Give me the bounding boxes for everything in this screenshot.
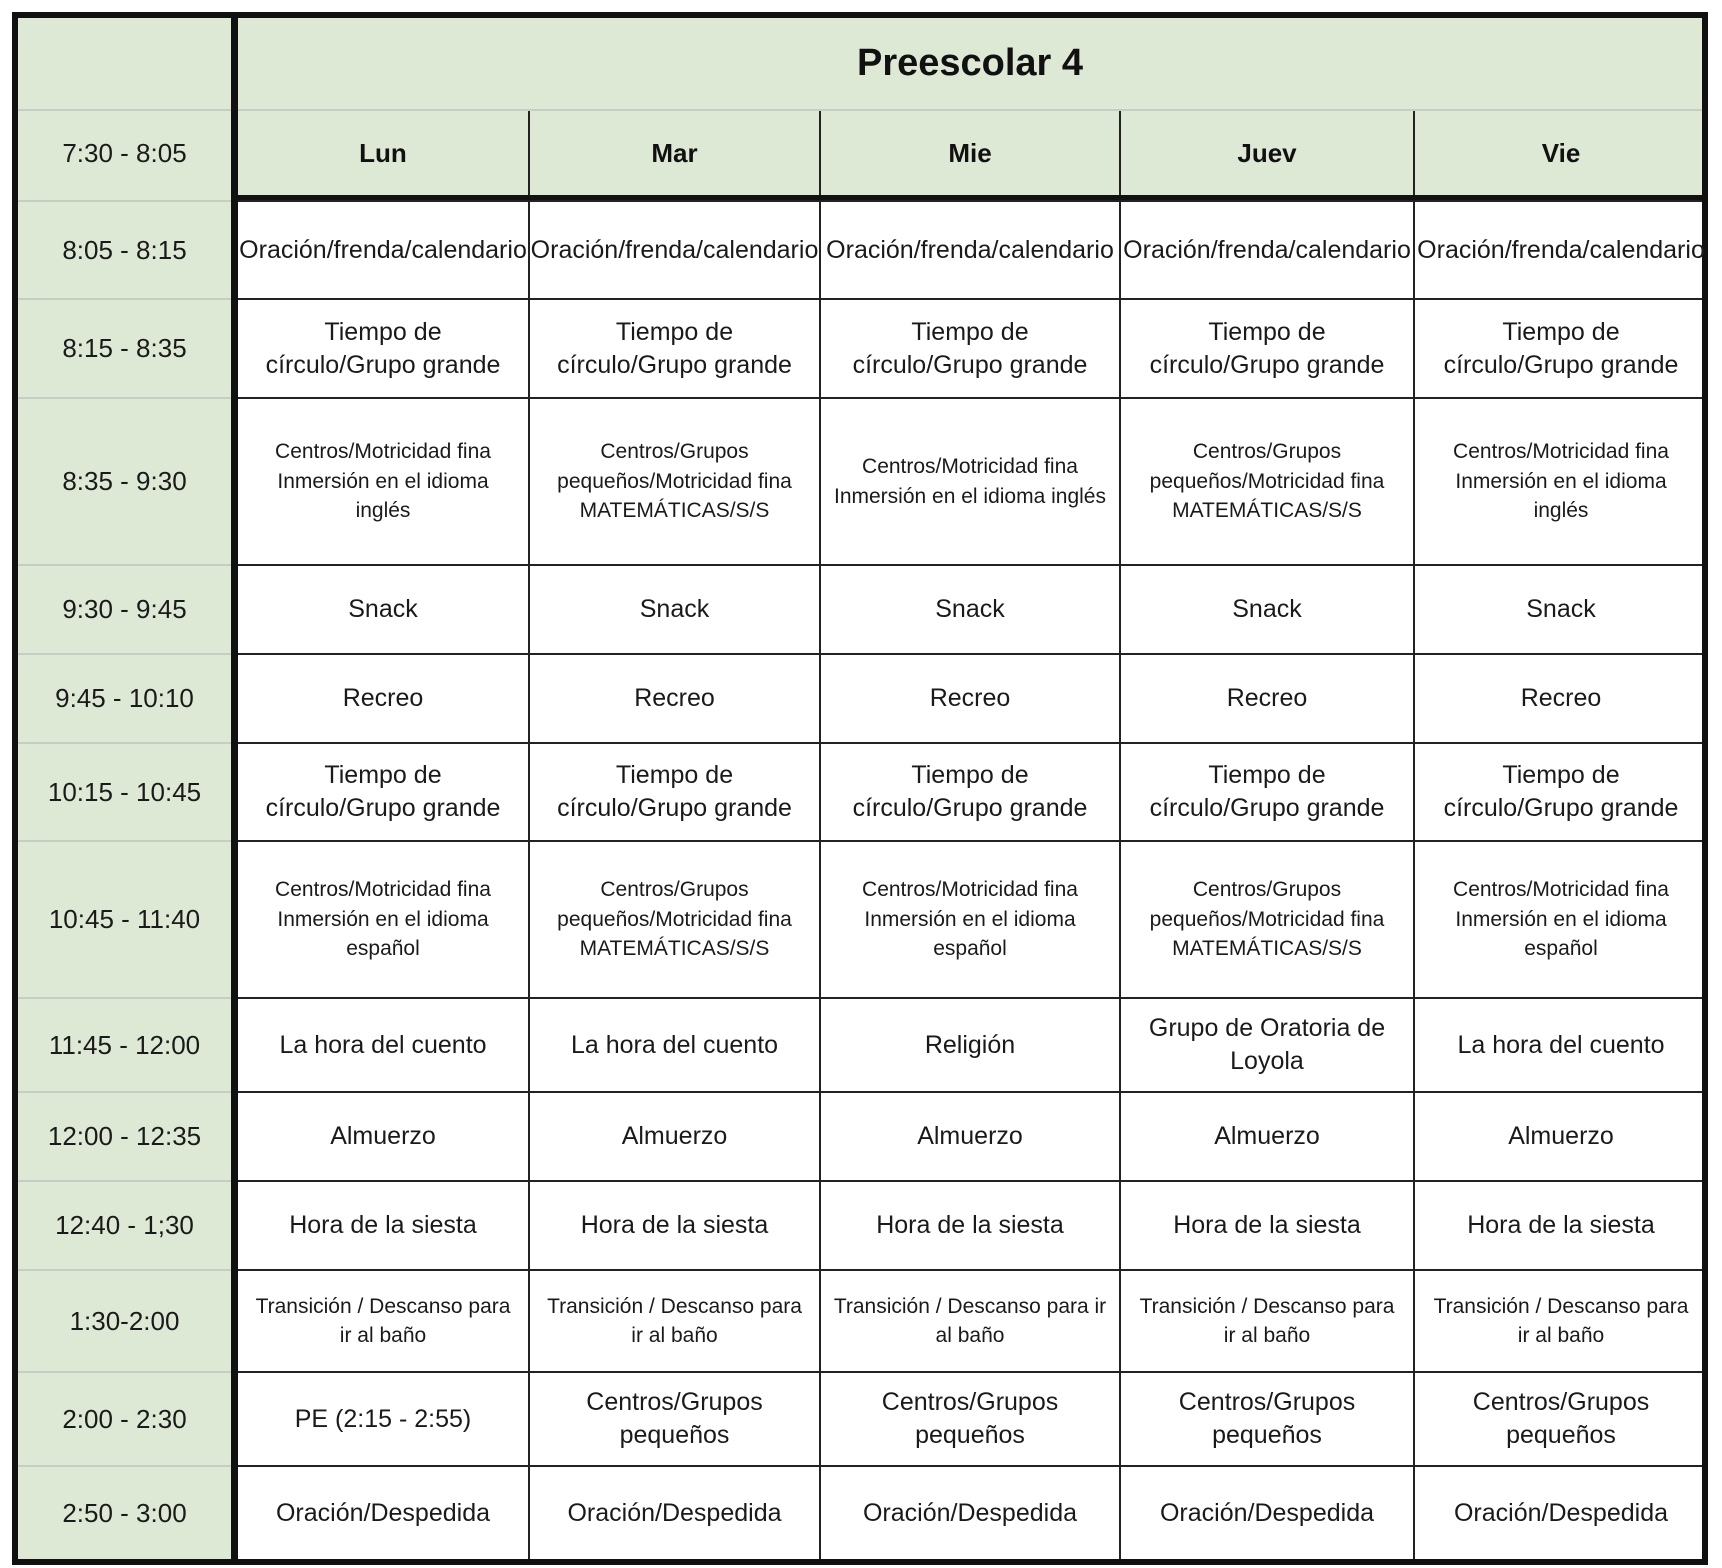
activity-cell	[1119, 1271, 1413, 1371]
activity-label: Grupo de Oratoria de Loyola	[1148, 1014, 1386, 1075]
activity-label: Centros/Motricidad fina Inmersión en el idioma español	[275, 878, 491, 961]
activity-label: Snack	[639, 595, 710, 623]
activity-cell	[1413, 1467, 1707, 1559]
activity-cell	[238, 999, 528, 1091]
activity-cell	[819, 842, 1119, 997]
activity-cell	[1119, 1467, 1413, 1559]
activity-label: Hora de la siesta	[289, 1211, 477, 1239]
table-title: Preescolar 4	[238, 18, 1702, 109]
activity-cell	[238, 566, 528, 653]
activity-cell	[1413, 1373, 1707, 1465]
activity-label: Oración/frenda/calendario	[530, 235, 819, 264]
time-slot: 8:35 - 9:30	[18, 397, 231, 564]
activity-label: Transición / Descanso para ir al baño	[255, 1294, 511, 1347]
activity-cell	[819, 1093, 1119, 1180]
activity-cell	[528, 399, 819, 564]
activity-label: Tiempo de círculo/Grupo grande	[557, 317, 792, 379]
time-slot: 11:45 - 12:00	[18, 997, 231, 1091]
activity-label: Oración/Despedida	[862, 1498, 1077, 1527]
activity-label: Transición / Descanso para ir al baño	[547, 1294, 802, 1347]
activity-label: Tiempo de círculo/Grupo grande	[265, 317, 501, 379]
activity-cell	[528, 1373, 819, 1465]
activity-label: Centros/Grupos pequeños	[1178, 1388, 1356, 1449]
activity-cell	[528, 1182, 819, 1269]
activity-label: Oración/frenda/calendario	[239, 235, 527, 264]
activity-label: Oración/frenda/calendario	[826, 235, 1114, 264]
activity-cell	[528, 1467, 819, 1559]
time-slot: 8:05 - 8:15	[18, 200, 231, 298]
activity-cell	[1413, 566, 1707, 653]
activity-cell	[528, 655, 819, 742]
activity-cell	[238, 1182, 528, 1269]
activity-label: Centros/Motricidad fina Inmersión en el idioma español	[862, 878, 1078, 961]
activity-cell	[1119, 744, 1413, 840]
activity-label: Centros/Grupos pequeños/Motricidad fina MATEMÁTICAS/S/S	[1149, 878, 1385, 961]
time-slot: 8:15 - 8:35	[18, 298, 231, 397]
activity-label: Centros/Grupos pequeños/Motricidad fina MATEMÁTICAS/S/S	[557, 440, 792, 523]
activity-label: La hora del cuento	[279, 1030, 487, 1059]
activity-label: Snack	[1232, 595, 1302, 623]
activity-cell	[528, 300, 819, 397]
activity-cell	[1119, 566, 1413, 653]
activity-cell	[1119, 300, 1413, 397]
column-divider	[231, 18, 238, 1559]
activity-label: Centros/Motricidad fina Inmersión en el idioma inglés	[275, 440, 491, 523]
activity-cell	[819, 1182, 1119, 1269]
day-header: Mie	[819, 111, 1119, 195]
time-slot: 10:45 - 11:40	[18, 840, 231, 997]
activity-cell	[1413, 1271, 1707, 1371]
activity-cell	[1119, 999, 1413, 1091]
activity-label: Almuerzo	[330, 1122, 436, 1150]
activity-label: Centros/Grupos pequeños	[586, 1388, 763, 1449]
activity-label: PE (2:15 - 2:55)	[294, 1404, 472, 1433]
activity-cell	[1119, 1373, 1413, 1465]
activity-label: Tiempo de círculo/Grupo grande	[1149, 317, 1385, 379]
day-header: Juev	[1119, 111, 1413, 195]
activity-cell	[238, 202, 528, 298]
activity-label: Tiempo de círculo/Grupo grande	[852, 761, 1088, 822]
activity-label: Almuerzo	[1508, 1122, 1614, 1150]
activity-label: Tiempo de círculo/Grupo grande	[265, 761, 501, 822]
time-slot: 9:45 - 10:10	[18, 653, 231, 742]
activity-cell	[819, 655, 1119, 742]
activity-cell	[528, 566, 819, 653]
activity-cell	[528, 1271, 819, 1371]
activity-cell	[819, 300, 1119, 397]
activity-label: Oración/Despedida	[275, 1498, 490, 1527]
table-row	[238, 200, 1705, 298]
activity-label: Recreo	[929, 684, 1011, 712]
table-row	[238, 1269, 1702, 1371]
activity-label: Recreo	[1226, 684, 1308, 712]
activity-cell	[238, 1271, 528, 1371]
activity-cell	[238, 842, 528, 997]
activity-label: Tiempo de círculo/Grupo grande	[1149, 761, 1385, 822]
activity-label: Almuerzo	[621, 1122, 728, 1150]
table-row	[238, 742, 1702, 840]
activity-label: Centros/Motricidad fina Inmersión en el idioma inglés	[1453, 440, 1669, 523]
activity-label: Hora de la siesta	[1467, 1211, 1655, 1239]
activity-cell	[1413, 1182, 1707, 1269]
activity-label: Almuerzo	[917, 1122, 1023, 1150]
activity-cell	[528, 842, 819, 997]
activity-cell	[528, 744, 819, 840]
activity-label: La hora del cuento	[570, 1030, 779, 1059]
table-row	[238, 653, 1702, 742]
activity-cell	[819, 399, 1119, 564]
activity-cell	[528, 999, 819, 1091]
time-slot: 9:30 - 9:45	[18, 564, 231, 653]
activity-cell	[528, 202, 819, 298]
activity-cell	[819, 1373, 1119, 1465]
activity-label: Hora de la siesta	[1173, 1211, 1361, 1239]
activity-cell	[1119, 655, 1413, 742]
time-slot: 12:00 - 12:35	[18, 1091, 231, 1180]
table-row	[238, 840, 1702, 997]
table-row	[238, 1465, 1702, 1559]
schedule-table	[12, 12, 1708, 1565]
time-slot: 2:00 - 2:30	[18, 1371, 231, 1465]
activity-label: Oración/Despedida	[567, 1498, 782, 1527]
activity-cell	[1413, 842, 1707, 997]
activity-cell	[1413, 744, 1707, 840]
activity-cell	[238, 1373, 528, 1465]
activity-cell	[1413, 1093, 1707, 1180]
activity-label: Tiempo de círculo/Grupo grande	[557, 761, 792, 822]
time-slot: 1:30-2:00	[18, 1269, 231, 1371]
activity-label: Transición / Descanso para ir al baño	[833, 1294, 1107, 1347]
day-header: Lun	[359, 137, 407, 168]
activity-cell	[238, 655, 528, 742]
activity-label: Snack	[348, 595, 418, 623]
activity-label: Almuerzo	[1214, 1122, 1320, 1150]
activity-label: Transición / Descanso para ir al baño	[1139, 1294, 1395, 1347]
activity-cell	[238, 1093, 528, 1180]
day-header-row	[238, 109, 1702, 195]
activity-cell	[1413, 999, 1707, 1091]
activity-cell	[819, 1271, 1119, 1371]
table-row	[238, 1091, 1702, 1180]
table-row	[238, 298, 1702, 397]
activity-label: Hora de la siesta	[876, 1211, 1064, 1239]
time-slot: 10:15 - 10:45	[18, 742, 231, 840]
activity-label: Oración/frenda/calendario	[1417, 235, 1705, 264]
activity-cell	[238, 300, 528, 397]
activity-label: Oración/frenda/calendario	[1123, 235, 1411, 264]
activity-label: Recreo	[342, 684, 424, 712]
activity-cell	[1119, 202, 1413, 298]
activity-label: Centros/Grupos pequeños	[1472, 1388, 1650, 1449]
activity-label: Centros/Grupos pequeños/Motricidad fina MATEMÁTICAS/S/S	[1149, 440, 1385, 523]
activity-cell	[238, 744, 528, 840]
time-slot: 7:30 - 8:05	[18, 109, 231, 195]
activity-label: Recreo	[634, 684, 715, 712]
activity-cell	[1119, 1093, 1413, 1180]
activity-cell	[819, 1467, 1119, 1559]
table-row	[238, 564, 1702, 653]
activity-label: Religión	[924, 1030, 1016, 1059]
activity-label: Recreo	[1520, 684, 1602, 712]
activity-label: Tiempo de círculo/Grupo grande	[1443, 317, 1679, 379]
time-slot: 12:40 - 1;30	[18, 1180, 231, 1269]
table-row	[238, 997, 1702, 1091]
activity-cell	[528, 1093, 819, 1180]
activity-cell	[1119, 1182, 1413, 1269]
activity-label: Oración/Despedida	[1159, 1498, 1374, 1527]
activity-cell	[1413, 202, 1707, 298]
day-header: Vie	[1413, 111, 1707, 195]
table-row	[238, 1180, 1702, 1269]
activity-label: Oración/Despedida	[1453, 1498, 1668, 1527]
activity-label: Centros/Motricidad fina Inmersión en el idioma inglés	[834, 455, 1106, 508]
time-column	[18, 18, 231, 1559]
activity-label: Centros/Grupos pequeños/Motricidad fina MATEMÁTICAS/S/S	[557, 878, 792, 961]
activity-cell	[238, 1467, 528, 1559]
activity-cell	[1119, 842, 1413, 997]
activity-cell	[1119, 399, 1413, 564]
time-slot: 2:50 - 3:00	[18, 1465, 231, 1559]
activity-label: Hora de la siesta	[580, 1211, 769, 1239]
activity-label: Transición / Descanso para ir al baño	[1433, 1294, 1689, 1347]
activity-label: Snack	[935, 595, 1005, 623]
day-header: Mar	[528, 111, 819, 195]
activity-label: Tiempo de círculo/Grupo grande	[1443, 761, 1679, 822]
activity-label: Snack	[1526, 595, 1596, 623]
activity-label: La hora del cuento	[1457, 1030, 1665, 1059]
table-row	[238, 397, 1702, 564]
activity-cell	[1413, 399, 1707, 564]
activity-label: Centros/Motricidad fina Inmersión en el idioma español	[1453, 878, 1669, 961]
table-row	[238, 1371, 1702, 1465]
activity-label: Centros/Grupos pequeños	[881, 1388, 1059, 1449]
activity-cell	[1413, 655, 1707, 742]
activity-cell	[819, 999, 1119, 1091]
activity-label: Tiempo de círculo/Grupo grande	[852, 317, 1088, 379]
activity-cell	[238, 399, 528, 564]
activity-cell	[819, 202, 1119, 298]
activity-cell	[1413, 300, 1707, 397]
activity-cell	[819, 566, 1119, 653]
activity-cell	[819, 744, 1119, 840]
